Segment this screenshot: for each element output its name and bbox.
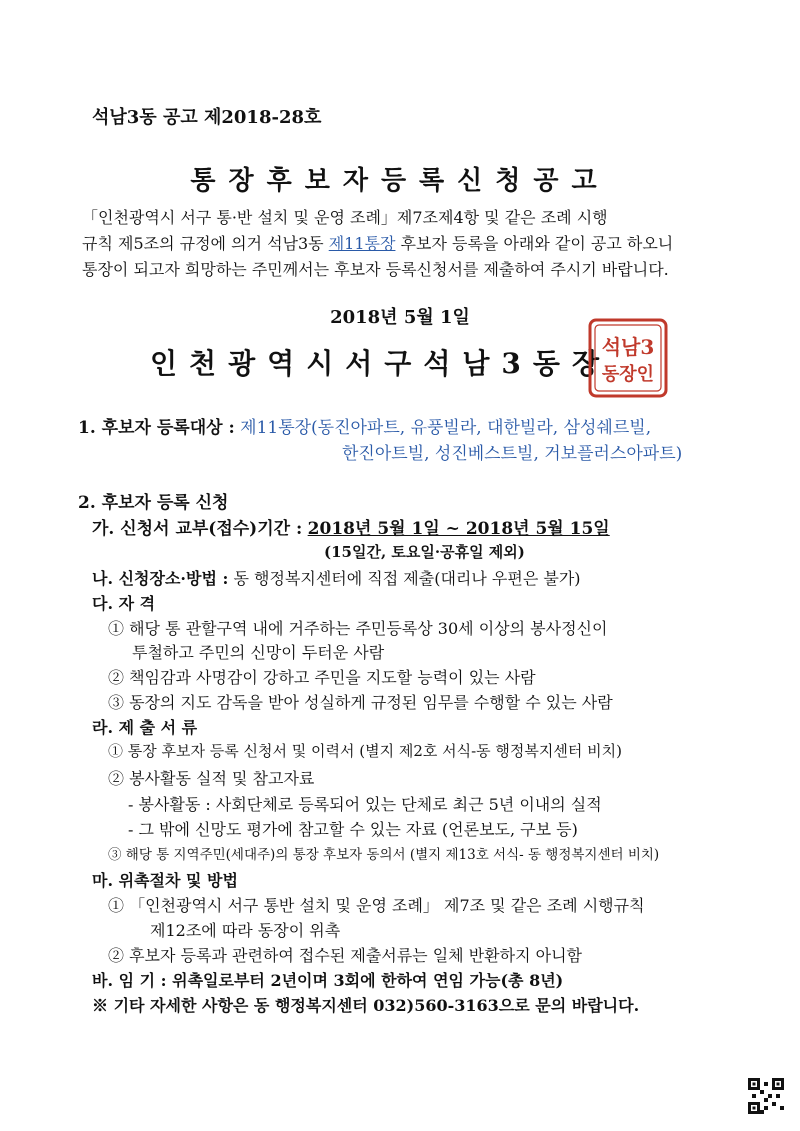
item-ga-note: (15일간, 토요일·공휴일 제외) (324, 543, 525, 561)
footer-note: ※ 기타 자세한 사항은 동 행정복지센터 032)560-3163으로 문의 바랍니다. (92, 996, 640, 1015)
intro-line-2 (82, 231, 673, 254)
item-da-1: ① 해당 통 관할구역 내에 거주하는 주민등록상 30세 이상의 봉사정신이 (108, 619, 608, 638)
item-na (92, 566, 581, 589)
item-ma-label: 마. 위촉절차 및 방법 (92, 871, 238, 890)
item-ma-1: ① 「인천광역시 서구 통반 설치 및 운영 조례」 제7조 및 같은 조례 시행규칙 (108, 896, 645, 915)
item-ra-2: ② 봉사활동 실적 및 참고자료 (108, 769, 315, 788)
item-ga-period: 2018년 5월 1일 ~ 2018년 5월 15일 (307, 519, 610, 539)
item-ra-label: 라. 제 출 서 류 (92, 718, 198, 737)
official-seal-icon (586, 316, 670, 400)
item-ba-value: 위촉일로부터 2년이며 3회에 한하여 연임 가능(총 8년) (172, 971, 564, 990)
qr-code-icon[interactable] (748, 1078, 784, 1114)
item-ba (92, 968, 563, 991)
item-ma-1-cont: 제12조에 따라 동장이 위촉 (150, 921, 341, 940)
svg-text:동장인: 동장인 (601, 364, 655, 385)
issuer-name: 인천광역시서구석남3동장 (150, 347, 612, 380)
announcement-date: 2018년 5월 1일 (330, 307, 470, 328)
item-ga (92, 514, 610, 539)
page-title: 통장후보자등록신청공고 (190, 166, 610, 196)
item-da-3: ③ 동장의 지도 감독을 받아 성실하게 규정된 임무를 수행할 수 있는 사람 (108, 693, 613, 712)
item-na-label: 나. 신청장소·방법 : (92, 569, 229, 588)
item-ra-2b: - 그 밖에 신망도 평가에 참고할 수 있는 자료 (언론보도, 구보 등) (128, 820, 578, 839)
item-ra-2a: - 봉사활동 : 사회단체로 등록되어 있는 단체로 최근 5년 이내의 실적 (128, 795, 602, 814)
intro-line-2-text-end: 후보자 등록을 아래와 같이 공고 하오니 (395, 234, 674, 253)
section-1-value: 제11통장(동진아파트, 유풍빌라, 대한빌라, 삼성쉐르빌, (240, 418, 652, 438)
document-number: 석남3동 공고 제2018-28호 (92, 107, 322, 128)
intro-line-1: 「인천광역시 서구 통·반 설치 및 운영 조례」제7조제4항 및 같은 조례 시행 (82, 208, 608, 227)
item-ra-3: ③ 해당 통 지역주민(세대주)의 통장 후보자 동의서 (별지 제13호 서식- 동 행정복지센터 비치) (108, 847, 660, 863)
svg-text:석남3: 석남3 (601, 335, 655, 359)
intro-line-2-text: 규칙 제5조의 규정에 의거 석남3동 (82, 234, 329, 253)
section-2-heading: 2. 후보자 등록 신청 (78, 493, 229, 513)
item-da-1-cont: 투철하고 주민의 신망이 두터운 사람 (132, 643, 385, 662)
section-1-row (78, 413, 651, 438)
item-ma-2: ② 후보자 등록과 관련하여 접수된 제출서류는 일체 반환하지 아니함 (108, 946, 583, 965)
intro-line-3: 통장이 되고자 희망하는 주민께서는 후보자 등록신청서를 제출하여 주시기 바랍니다. (82, 260, 669, 279)
section-1-label: 1. 후보자 등록대상 : (78, 418, 235, 438)
item-da-2: ② 책임감과 사명감이 강하고 주민을 지도할 능력이 있는 사람 (108, 668, 536, 687)
item-ga-label: 가. 신청서 교부(접수)기간 : (92, 519, 303, 539)
item-ba-label: 바. 임 기 : (92, 971, 167, 990)
item-na-value: 동 행정복지센터에 직접 제출(대리나 우편은 불가) (233, 569, 581, 588)
item-da-label: 다. 자 격 (92, 594, 156, 613)
item-ra-1: ① 통장 후보자 등록 신청서 및 이력서 (별지 제2호 서식-동 행정복지센터 비치) (108, 742, 622, 760)
section-1-value-cont: 한진아트빌, 성진베스트빌, 거보플러스아파트) (342, 444, 683, 464)
district-link[interactable]: 제11통장 (328, 234, 396, 253)
